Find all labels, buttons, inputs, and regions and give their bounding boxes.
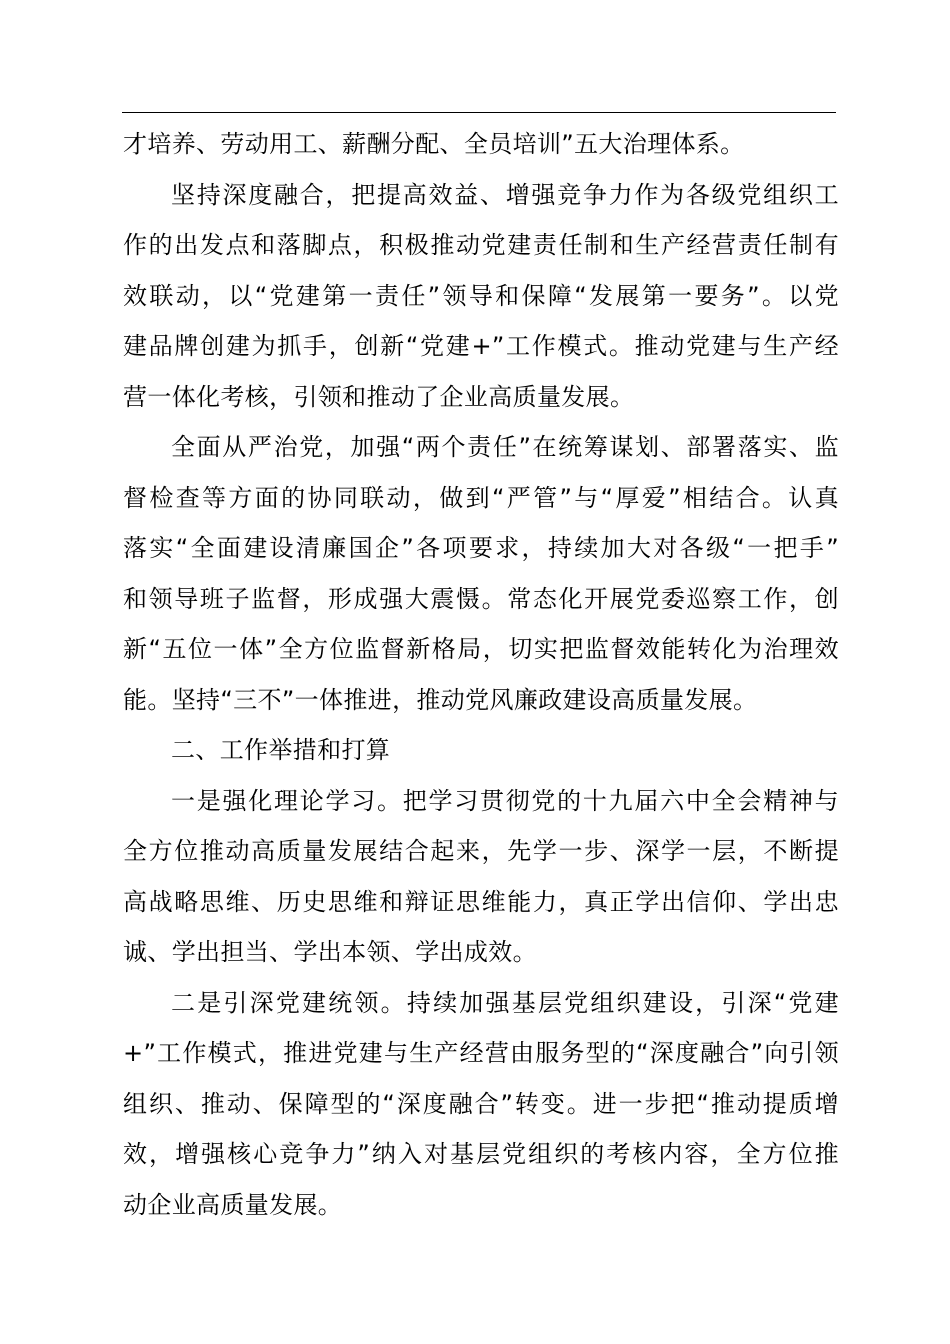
section-heading: 二、工作举措和打算	[171, 736, 391, 764]
text-line: 全方位推动高质量发展结合起来，先学一步、深学一层，不断提	[123, 837, 839, 865]
text-line: 和领导班子监督，形成强大震慑。常态化开展党委巡察工作，创	[123, 584, 839, 613]
text-line: 一是强化理论学习。把学习贯彻党的十九届六中全会精神与	[171, 786, 839, 815]
text-line: 作的出发点和落脚点，积极推动党建责任制和生产经营责任制有	[123, 231, 839, 259]
text-line: 督检查等方面的协同联动，做到“严管”与“厚爱”相结合。认真	[123, 483, 839, 512]
text-line: 全面从严治党，加强“两个责任”在统筹谋划、部署落实、监	[171, 433, 839, 461]
text-line: +”工作模式，推进党建与生产经营由服务型的“深度融合”向引领	[123, 1039, 839, 1067]
text-line: 二是引深党建统领。持续加强基层党组织建设，引深“党建	[171, 988, 839, 1017]
text-line: 落实“全面建设清廉国企”各项要求，持续加大对各级“一把手”	[123, 534, 839, 562]
text-line: 效联动，以“党建第一责任”领导和保障“发展第一要务”。以党	[123, 281, 839, 310]
text-line: 能。坚持“三不”一体推进，推动党风廉政建设高质量发展。	[123, 685, 758, 714]
header-rule	[122, 112, 836, 113]
text-line: 营一体化考核，引领和推动了企业高质量发展。	[123, 382, 635, 411]
text-line: 才培养、劳动用工、薪酬分配、全员培训”五大治理体系。	[123, 130, 745, 158]
text-line: 动企业高质量发展。	[123, 1190, 343, 1219]
text-line: 组织、推动、保障型的“深度融合”转变。进一步把“推动提质增	[123, 1089, 839, 1118]
text-line: 新“五位一体”全方位监督新格局，切实把监督效能转化为治理效	[123, 635, 839, 663]
body-text	[123, 119, 839, 1230]
text-line: 效，增强核心竞争力”纳入对基层党组织的考核内容，全方位推	[123, 1140, 839, 1168]
text-line: 高战略思维、历史思维和辩证思维能力，真正学出信仰、学出忠	[123, 887, 839, 916]
text-line: 坚持深度融合，把提高效益、增强竞争力作为各级党组织工	[171, 180, 839, 209]
text-line: 建品牌创建为抓手，创新“党建+”工作模式。推动党建与生产经	[123, 332, 839, 360]
text-line: 诚、学出担当、学出本领、学出成效。	[123, 938, 537, 966]
